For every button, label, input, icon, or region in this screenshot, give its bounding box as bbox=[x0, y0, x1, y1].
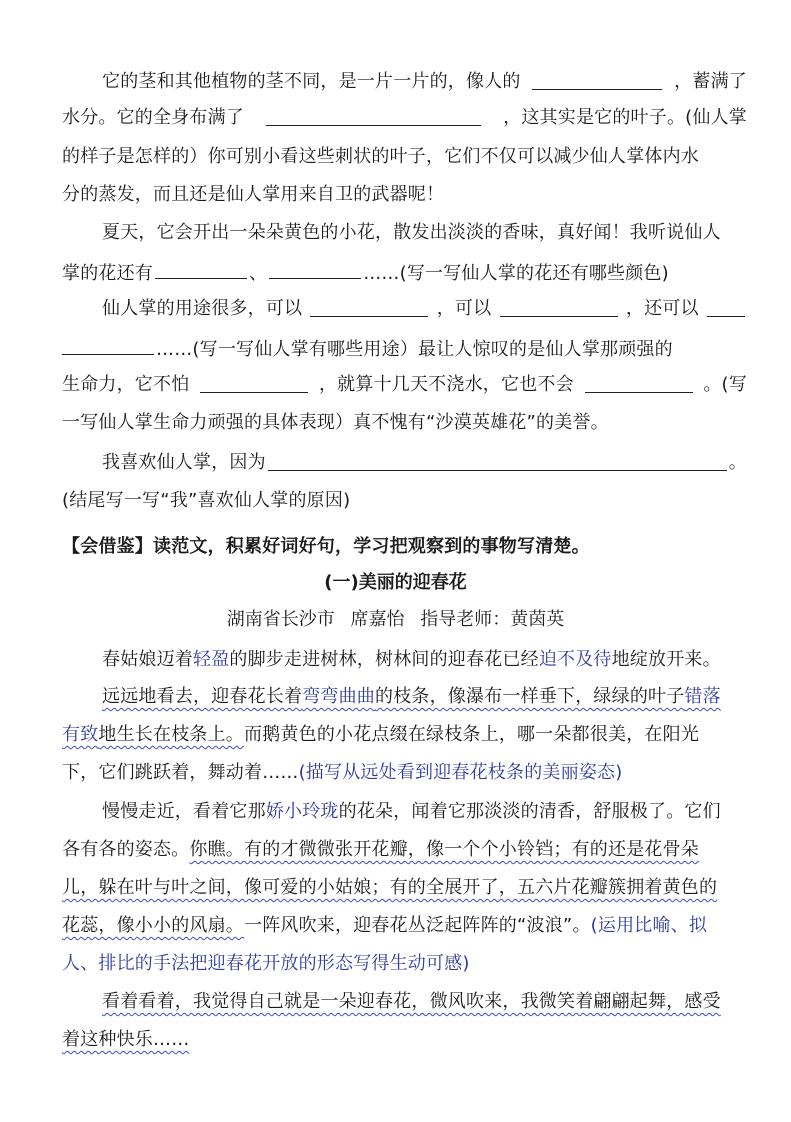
good-word: 弯弯曲曲 bbox=[302, 686, 376, 707]
text: 。(写 bbox=[703, 374, 747, 395]
text: 生命力，它不怕 bbox=[62, 374, 190, 395]
section-label: 【会借鉴】读范文，积累好词好句，学习把观察到的事物写清楚。 bbox=[62, 536, 590, 557]
text: 的花朵，闻着它那淡淡的清香，舒服极了。它们 bbox=[338, 801, 721, 822]
fill-blank[interactable] bbox=[585, 370, 693, 393]
essay-p4-line1 bbox=[102, 987, 747, 1017]
essay-author: 湖南省长沙市 席嘉怡 指导老师：黄茵英 bbox=[226, 609, 565, 630]
fill-blank[interactable] bbox=[266, 103, 481, 126]
text: 它的茎和其他植物的茎不同，是一片一片的，像人的 bbox=[102, 71, 521, 92]
good-sentence: 儿，躲在叶与叶之间，像可爱的小姑娘；有的全展开了，五六片花瓣簇拥着黄色的 bbox=[62, 877, 718, 898]
essay-p1-line1 bbox=[102, 645, 747, 675]
para2-line2 bbox=[62, 256, 747, 289]
para1-line3: 的样子是怎样的）你可别小看这些刺状的叶子，它们不仅可以减少仙人掌体内水 bbox=[62, 146, 699, 167]
essay-p3-line5: 人、排比的手法把迎春花开放的形态写得生动可感) bbox=[62, 953, 470, 974]
essay-p2-line1 bbox=[102, 682, 747, 712]
fill-blank[interactable] bbox=[62, 332, 154, 355]
text: 一阵风吹来，迎春花丛泛起阵阵的“波浪”。 bbox=[244, 915, 591, 936]
fill-blank[interactable] bbox=[155, 256, 247, 279]
text: ，可以 bbox=[436, 298, 492, 319]
good-word: 错落 bbox=[684, 686, 721, 707]
text: 。 bbox=[728, 452, 747, 473]
para3-line3 bbox=[62, 370, 747, 400]
good-sentence: 花蕊，像小小的风扇。 bbox=[62, 915, 244, 936]
text: ……(写一写仙人掌的花还有哪些颜色) bbox=[363, 263, 669, 284]
para2-line1: 夏天，它会开出一朵朵黄色的小花，散发出淡淡的香味，真好闻！我听说仙人 bbox=[102, 222, 721, 243]
para3-line2 bbox=[62, 332, 747, 365]
good-sentence: 远远地看去，迎春花长着 bbox=[102, 686, 303, 707]
para3-line4: 一写仙人掌生命力顽强的具体表现）真不愧有“沙漠英雄花”的美誉。 bbox=[62, 412, 609, 433]
good-sentence: 的枝条，像瀑布一样垂下，绿绿的叶子 bbox=[375, 686, 685, 707]
text: ，还可以 bbox=[625, 298, 699, 319]
para4-line2: (结尾写一写“我”喜欢仙人掌的原因) bbox=[62, 490, 351, 511]
essay-p2-line3 bbox=[62, 758, 747, 788]
text: ，就算十几天不浇水，它也不会 bbox=[318, 374, 574, 395]
fill-blank[interactable] bbox=[269, 256, 361, 279]
teacher-note: (描写从远处看到迎春花枝条的美丽姿态) bbox=[298, 762, 623, 783]
para1-line1 bbox=[102, 67, 747, 97]
good-sentence: 着这种快乐…… bbox=[62, 1029, 190, 1050]
text: 的脚步走进树林，树林间的迎春花已经 bbox=[229, 649, 539, 670]
text: 掌的花还有 bbox=[62, 263, 153, 284]
fill-blank[interactable] bbox=[310, 294, 428, 317]
para1-line2 bbox=[62, 103, 747, 133]
good-sentence: 地生长在枝条上。 bbox=[98, 724, 245, 745]
fill-blank[interactable] bbox=[268, 448, 727, 471]
text: 慢慢走近，看着它那 bbox=[102, 801, 266, 822]
fill-blank[interactable] bbox=[707, 294, 745, 317]
text: ，这其实是它的叶子。(仙人掌 bbox=[503, 107, 747, 128]
essay-p3-line1 bbox=[102, 797, 747, 827]
text: ……(写一写仙人掌有哪些用途）最让人惊叹的是仙人掌那顽强的 bbox=[156, 339, 673, 360]
essay-p4-line2 bbox=[62, 1025, 747, 1055]
essay-p2-line2 bbox=[62, 720, 747, 750]
para4-line1 bbox=[102, 448, 747, 478]
para3-line1 bbox=[102, 294, 747, 324]
essay-p3-line2 bbox=[62, 835, 747, 865]
fill-blank[interactable] bbox=[500, 294, 618, 317]
para1-line4: 分的蒸发，而且还是仙人掌用来自卫的武器呢！ bbox=[62, 184, 445, 205]
text: 春姑娘迈着 bbox=[102, 649, 193, 670]
text: 、 bbox=[249, 263, 268, 284]
essay-p3-line4 bbox=[62, 911, 747, 941]
text: 我喜欢仙人掌，因为 bbox=[102, 452, 266, 473]
good-sentence: 你瞧。有的才微微张开花瓣，像一个个小铃铛；有的还是花骨朵 bbox=[189, 839, 700, 860]
good-word: 迫不及待 bbox=[538, 649, 612, 670]
text: 仙人掌的用途很多，可以 bbox=[102, 298, 303, 319]
good-word: 娇小玲珑 bbox=[265, 801, 339, 822]
text: ，蓄满了 bbox=[674, 71, 747, 92]
teacher-note: (运用比喻、拟 bbox=[590, 915, 708, 936]
fill-blank[interactable] bbox=[532, 67, 662, 90]
essay-p3-line3 bbox=[62, 873, 747, 903]
fill-blank[interactable] bbox=[200, 370, 308, 393]
text: 而鹅黄色的小花点缀在绿枝条上，哪一朵都很美，在阳光 bbox=[244, 724, 700, 745]
text: 地绽放开来。 bbox=[611, 649, 721, 670]
text: 各有各的姿态。 bbox=[62, 839, 190, 860]
good-word: 轻盈 bbox=[193, 649, 230, 670]
text: 下，它们跳跃着，舞动着…… bbox=[62, 762, 299, 783]
text: 水分。它的全身布满了 bbox=[62, 107, 244, 128]
good-sentence: 看着看着，我觉得自己就是一朵迎春花，微风吹来，我微笑着翩翩起舞，感受 bbox=[102, 991, 721, 1012]
good-word: 有致 bbox=[62, 724, 99, 745]
essay-title: (一)美丽的迎春花 bbox=[324, 572, 467, 593]
